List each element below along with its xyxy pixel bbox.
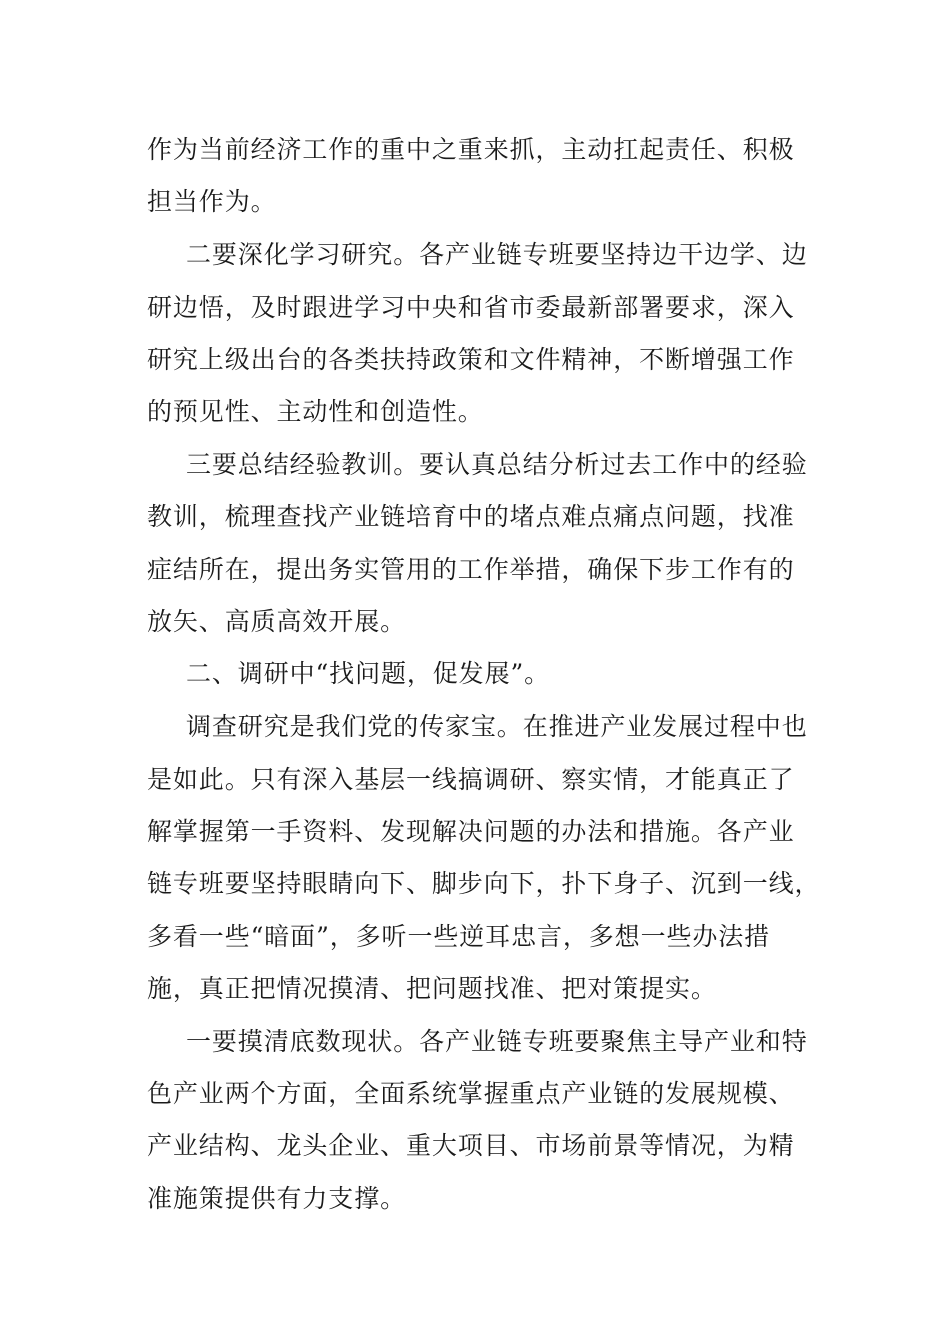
- paragraph-line: 准施策提供有力支撑。: [147, 1184, 407, 1213]
- paragraph-line: 多看一些“暗面”，多听一些逆耳忠言，多想一些办法措: [147, 922, 771, 951]
- paragraph-line: 解掌握第一手资料、发现解决问题的办法和措施。各产业: [147, 817, 795, 846]
- paragraph-line: 研边悟，及时跟进学习中央和省市委最新部署要求，深入: [147, 293, 795, 322]
- paragraph-line: 症结所在，提出务实管用的工作举措，确保下步工作有的: [147, 555, 795, 584]
- paragraph-line: 担当作为。: [147, 187, 277, 216]
- paragraph-line: 二要深化学习研究。各产业链专班要坚持边干边学、边: [186, 240, 808, 269]
- paragraph-line: 三要总结经验教训。要认真总结分析过去工作中的经验: [186, 450, 808, 479]
- paragraph-line: 的预见性、主动性和创造性。: [147, 397, 484, 426]
- paragraph-line: 一要摸清底数现状。各产业链专班要聚焦主导产业和特: [186, 1027, 808, 1056]
- paragraph-line: 产业结构、龙头企业、重大项目、市场前景等情况，为精: [147, 1131, 795, 1160]
- paragraph-line: 是如此。只有深入基层一线搞调研、察实情，才能真正了: [147, 765, 795, 794]
- paragraph-line: 色产业两个方面，全面系统掌握重点产业链的发展规模、: [147, 1079, 795, 1108]
- paragraph-line: 研究上级出台的各类扶持政策和文件精神，不断增强工作: [147, 345, 795, 374]
- paragraph-line: 施，真正把情况摸清、把问题找准、把对策提实。: [147, 974, 717, 1003]
- section-heading: 二、调研中“找问题，促发展”。: [186, 659, 551, 688]
- paragraph-line: 作为当前经济工作的重中之重来抓，主动扛起责任、积极: [147, 135, 795, 164]
- paragraph-line: 放矢、高质高效开展。: [147, 607, 407, 636]
- paragraph-line: 教训，梳理查找产业链培育中的堵点难点痛点问题，找准: [147, 502, 795, 531]
- paragraph-line: 链专班要坚持眼睛向下、脚步向下，扑下身子、沉到一线，: [147, 869, 821, 898]
- paragraph-line: 调查研究是我们党的传家宝。在推进产业发展过程中也: [186, 712, 808, 741]
